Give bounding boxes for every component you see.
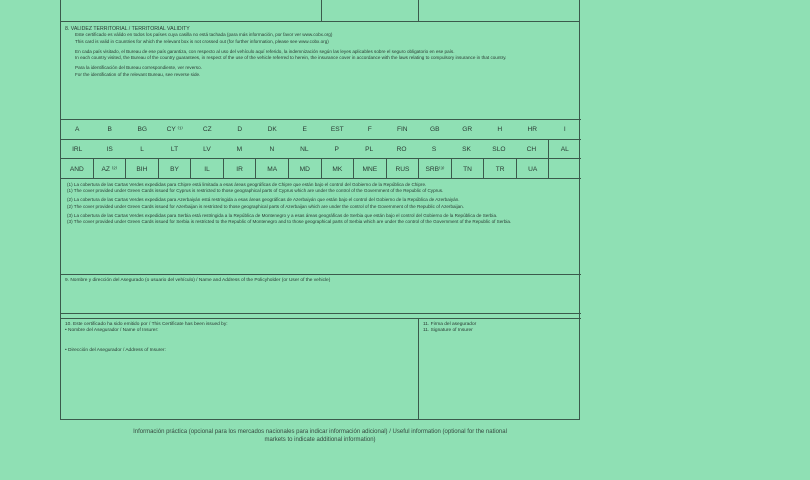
country-code: A — [75, 125, 80, 133]
country-code: UA — [517, 159, 550, 179]
country-code: MD — [289, 159, 322, 179]
footnote-azerbaijan-en: (2) The cover provided under Green Cards issued for Azerbaijan is restricted to those geographical parts of Azerbaijan which are under the control of the Government of the Republic of Azerbaijan. — [67, 203, 464, 209]
country-code: NL — [300, 145, 309, 153]
country-code: RO — [396, 145, 407, 153]
guarantee-text-en: In each country visited, the Bureau of the country guarantees, in respect of the use of the vehicle referred to herein, the insurance cover in accordance with the laws relating to compulsory insurance in that country. — [75, 55, 507, 61]
issuer-field[interactable] — [61, 318, 419, 420]
country-code: AL — [548, 140, 581, 159]
footnote-serbia-es: (3) La cobertura de las Cartas Verdes expedidas para Serbia está restringida a la República de Montenegro y a esas áreas geográficas de Serbia que están bajo el control del Gobierno de la República de Serbia. — [67, 212, 498, 218]
country-code: GR — [462, 125, 473, 133]
country-code: AND — [61, 159, 94, 179]
country-code: PL — [365, 145, 374, 153]
country-code: S — [431, 145, 437, 153]
validity-text-en: This card is valid in Countries for which the relevant box is not crossed out (for further information, please see www.cobx.org) — [75, 38, 329, 44]
country-code: MNE — [354, 159, 387, 179]
country-code: F — [367, 125, 372, 133]
footnote-serbia-en: (3) The cover provided under Green Cards issued for Serbia is restricted to the Republic of Montenegro and to those geographical parts of Serbia which are under the control of the Government of the Republic of Serbia. — [67, 219, 512, 225]
country-code: FIN — [396, 125, 408, 133]
country-code: CZ — [202, 125, 212, 133]
country-code: SRB⁽³⁾ — [419, 159, 452, 179]
country-code: I — [563, 125, 566, 133]
signature-field[interactable] — [419, 318, 581, 420]
country-code: HR — [527, 125, 538, 133]
country-code: BG — [137, 125, 148, 133]
divider — [321, 0, 322, 21]
country-code: IS — [106, 145, 113, 153]
country-code: TR — [484, 159, 517, 179]
footer-line-1: Información práctica (opcional para los mercados nacionales para indicar información adicional) / Useful information (optional for the national — [133, 429, 507, 435]
signature-label-es: 11. Firma del asegurador — [423, 322, 477, 327]
territorial-validity-section — [65, 26, 575, 78]
policyholder-label: 9. Nombre y dirección del Asegurado (o usuario del vehículo) / Name and Address of the Policyholder (or User of the vehicle) — [65, 278, 331, 283]
country-row-2 — [61, 140, 581, 160]
country-code: SLO — [492, 145, 506, 153]
country-code: B — [107, 125, 112, 133]
country-code: IL — [191, 159, 224, 179]
country-code: LV — [203, 145, 211, 153]
footnotes — [67, 182, 577, 225]
country-code: MA — [256, 159, 289, 179]
validity-text-es: Este certificado es válido en todos los países cuya casilla no está tachada (para más información, por favor ver www.cobx.org) — [75, 32, 333, 38]
footnote-cyprus-es: (1) La cobertura de las Cartas Verdes expedidas para Chipre está limitada a esas áreas geográficas de Chipre que están bajo el control del Gobierno de la República de Chipre. — [67, 182, 427, 187]
footnote-azerbaijan-es: (2) La cobertura de las Cartas Verdes expedidas para Azerbaiyán está restringida a esas áreas geográficas de Azerbaiyán que están bajo el control del Gobierno de la República de Azerbaiyán. — [67, 197, 460, 203]
country-code: LT — [170, 145, 179, 153]
country-row-1 — [61, 120, 581, 140]
country-code: CH — [526, 145, 537, 153]
country-code: BIH — [126, 159, 159, 179]
country-code: GB — [429, 125, 440, 133]
policyholder-field[interactable] — [61, 274, 581, 314]
country-code: TN — [452, 159, 485, 179]
country-code: IR — [224, 159, 257, 179]
country-code: DK — [267, 125, 277, 133]
country-code: IRL — [72, 145, 83, 153]
guarantee-text-es: En cada país visitado, el Bureau de ese país garantiza, con respecto al uso del vehículo aquí referido, la indemnización según las leyes aplicables sobre el seguro obligatorio en ese país. — [75, 48, 455, 54]
useful-information-note — [60, 428, 580, 444]
country-code-empty — [549, 159, 581, 179]
country-code: N — [269, 145, 275, 153]
insurer-address-label: • Dirección del Asegurador / Address of Insurer: — [65, 348, 166, 354]
country-code: MK — [322, 159, 355, 179]
country-code: EST — [330, 125, 344, 133]
country-code: L — [140, 145, 144, 153]
country-row-3 — [61, 159, 581, 179]
issuer-label: 10. Este certificado ha sido emitido por / This Certificate has been issued by: — [65, 322, 228, 327]
country-code: P — [334, 145, 339, 153]
country-code: M — [236, 145, 243, 153]
green-card-form — [60, 0, 580, 420]
divider — [418, 0, 419, 21]
country-code-grid — [61, 119, 581, 179]
country-code: D — [237, 125, 243, 133]
country-code: E — [302, 125, 307, 133]
insurer-name-label: • Nombre del Asegurador / Name of Insurer: — [65, 328, 159, 334]
footer-line-2: markets to indicate additional information) — [264, 437, 376, 444]
signature-label-en: 11. Signature of Insurer — [423, 328, 473, 334]
footnote-cyprus-en: (1) The cover provided under Green Cards issued for Cyprus is restricted to those geographical parts of Cyprus which are under the control of the Government of the Republic of Cyprus. — [67, 188, 444, 194]
bureau-text-en: For the identification of the relevant Bureau, see reverse side. — [75, 71, 201, 77]
country-code: BY — [159, 159, 192, 179]
country-code: AZ ⁽²⁾ — [94, 159, 127, 179]
country-code: SK — [462, 145, 471, 153]
bureau-text-es: Para la identificación del Bureau correspondiente, ver reverso. — [75, 65, 202, 71]
country-code: CY ⁽¹⁾ — [166, 126, 183, 134]
top-fields-band — [61, 0, 579, 22]
country-code: H — [497, 125, 503, 133]
section-heading: 8. VALIDEZ TERRITORIAL / TERRITORIAL VALIDITY — [65, 26, 190, 32]
country-code: RUS — [387, 159, 420, 179]
